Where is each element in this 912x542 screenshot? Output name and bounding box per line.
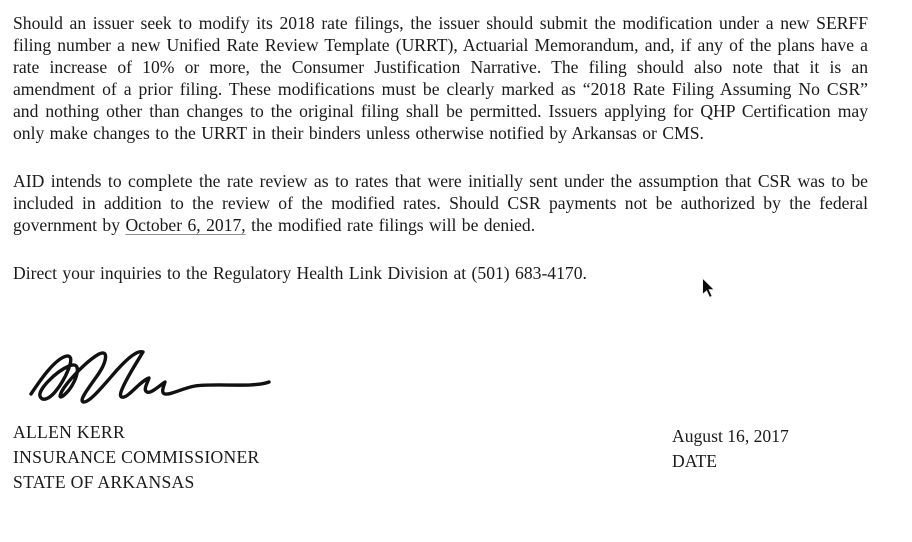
deadline-date-underlined: October 6, 2017, <box>125 215 246 235</box>
paragraph-contact-info: Direct your inquiries to the Regulatory Health Link Division at (501) 683-4170. <box>13 263 587 283</box>
paragraph-rate-review-tail: the modified rate filings will be denied. <box>245 215 536 235</box>
paragraph-modification-instructions: Should an issuer seek to modify its 2018 rate filings, the issuer should submit the modification under a new SERFF filing number a new Unified Rate Review Template (URRT), Actuarial Memorandum, and, if any of the plans have a rate increase of 10% or more, the Consumer Justification Narrative. The filing should also note that it is an amendment of a prior filing. These modifications must be clearly marked as “2018 Rate Filing Assuming No CSR” and nothing other than changes to the original filing shall be permitted. Issuers applying for QHP Certification may only make changes to the URRT in their binders unless otherwise notified by Arkansas or CMS. <box>13 13 868 143</box>
handwritten-signature <box>25 346 275 406</box>
date-label: DATE <box>672 451 717 471</box>
signer-org: STATE OF ARKANSAS <box>13 472 195 492</box>
letter-date: August 16, 2017 <box>672 426 789 446</box>
paragraph-rate-review <box>13 170 868 236</box>
signer-title: INSURANCE COMMISSIONER <box>13 447 260 467</box>
date-block <box>672 424 789 474</box>
signer-name: ALLEN KERR <box>13 422 125 442</box>
signature-ink <box>25 346 275 406</box>
paragraph-rate-review-lead: AID intends to complete the rate review as to rates that were initially sent under the assumption that CSR was to be included in addition to the review of the modified rates. Should CSR payments not be authorized by the federal government by <box>13 171 868 235</box>
mouse-cursor-icon <box>701 277 717 299</box>
